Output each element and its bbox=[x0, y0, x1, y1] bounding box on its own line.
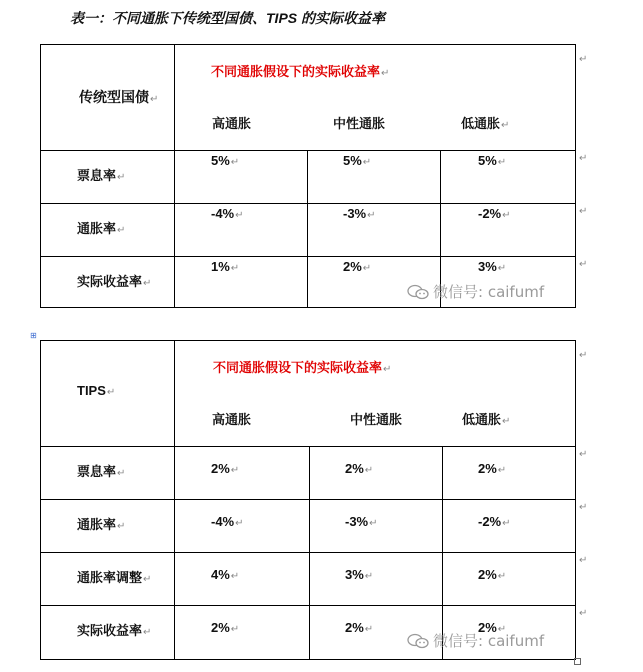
table2-col-header: 高通胀 bbox=[212, 412, 252, 427]
table1-col-header: 高通胀 bbox=[212, 116, 252, 131]
row-end-mark: ↵ bbox=[579, 206, 588, 217]
table2-cell: 2%↵ bbox=[345, 620, 374, 635]
table1-row-label: 票息率↵ bbox=[77, 168, 126, 183]
table2-cell: -4%↵ bbox=[211, 514, 244, 529]
table2-col-header: 低通胀↵ bbox=[462, 412, 511, 427]
row-end-mark: ↵ bbox=[579, 555, 588, 566]
table1-group-header: 不同通胀假设下的实际收益率↵ bbox=[211, 64, 390, 79]
table1-col-header: 低通胀↵ bbox=[461, 116, 510, 131]
watermark: 微信号: caifumf bbox=[407, 630, 544, 651]
table1-cell: 5%↵ bbox=[211, 153, 240, 168]
table2-row-label: 实际收益率↵ bbox=[77, 623, 152, 638]
table1-cell: 5%↵ bbox=[343, 153, 372, 168]
table2-cell: -2%↵ bbox=[478, 514, 511, 529]
table1-corner-label: 传统型国债↵ bbox=[79, 89, 159, 105]
row-end-mark: ↵ bbox=[579, 350, 588, 361]
table1-cell: 3%↵ bbox=[478, 259, 507, 274]
watermark: 微信号: caifumf bbox=[407, 281, 544, 302]
wechat-icon bbox=[407, 284, 429, 300]
table1-cell: 2%↵ bbox=[343, 259, 372, 274]
table-tips bbox=[40, 340, 576, 660]
table2-cell: 2%↵ bbox=[345, 461, 374, 476]
table2-group-header: 不同通胀假设下的实际收益率↵ bbox=[213, 360, 392, 375]
table1-row-label: 实际收益率↵ bbox=[77, 274, 152, 289]
row-end-mark: ↵ bbox=[579, 153, 588, 164]
row-end-mark: ↵ bbox=[579, 608, 588, 619]
table1-col-header: 中性通胀 bbox=[333, 116, 386, 131]
table2-cell: 2%↵ bbox=[478, 620, 507, 635]
table-anchor-icon: ⊞ bbox=[30, 331, 37, 340]
table-traditional-bonds bbox=[40, 44, 576, 308]
document-title: 表一：不同通胀下传统型国债、TIPS 的实际收益率 bbox=[70, 10, 386, 26]
row-end-mark: ↵ bbox=[579, 54, 588, 65]
row-end-mark: ↵ bbox=[579, 449, 588, 460]
wechat-icon bbox=[407, 633, 429, 649]
table2-cell: 2%↵ bbox=[478, 461, 507, 476]
table2-cell: 4%↵ bbox=[211, 567, 240, 582]
table2-cell: 3%↵ bbox=[345, 567, 374, 582]
table1-cell: 5%↵ bbox=[478, 153, 507, 168]
table2-cell: -3%↵ bbox=[345, 514, 378, 529]
table2-cell: 2%↵ bbox=[211, 620, 240, 635]
table1-cell: -4%↵ bbox=[211, 206, 244, 221]
table2-row-label: 票息率↵ bbox=[77, 464, 126, 479]
row-end-mark: ↵ bbox=[579, 502, 588, 513]
table2-col-header: 中性通胀 bbox=[350, 412, 403, 427]
table2-cell: 2%↵ bbox=[478, 567, 507, 582]
table1-cell: 1%↵ bbox=[211, 259, 240, 274]
table2-row-label: 通胀率调整↵ bbox=[77, 570, 152, 585]
table1-row-label: 通胀率↵ bbox=[77, 221, 126, 236]
table1-cell: -3%↵ bbox=[343, 206, 376, 221]
table2-corner-label: TIPS↵ bbox=[77, 383, 116, 398]
table1-cell: -2%↵ bbox=[478, 206, 511, 221]
table2-row-label: 通胀率↵ bbox=[77, 517, 126, 532]
table2-cell: 2%↵ bbox=[211, 461, 240, 476]
row-end-mark: ↵ bbox=[579, 259, 588, 270]
table-resize-handle[interactable] bbox=[574, 658, 581, 665]
